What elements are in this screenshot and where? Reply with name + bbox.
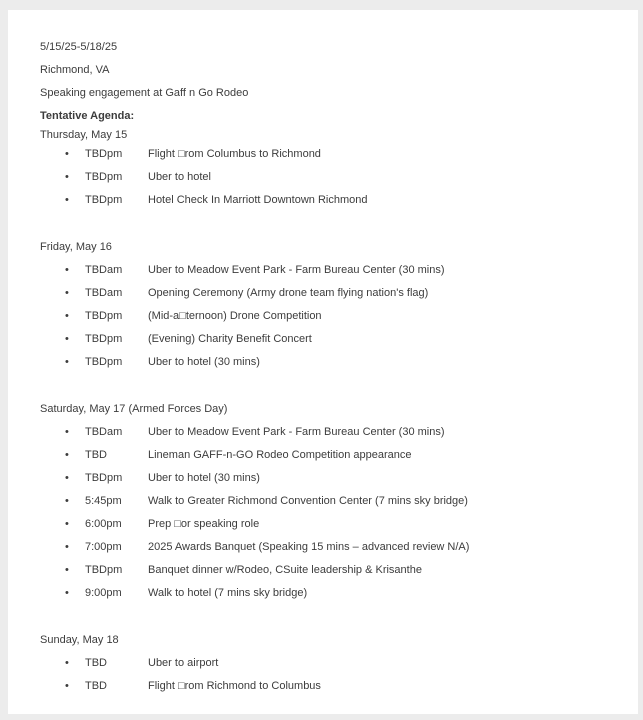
item-time: TBDam bbox=[85, 264, 123, 276]
day-header: Saturday, May 17 (Armed Forces Day) bbox=[40, 403, 228, 415]
item-description: Lineman GAFF-n-GO Rodeo Competition appearance bbox=[148, 449, 412, 461]
purpose-text: Speaking engagement at Gaff n Go Rodeo bbox=[40, 87, 249, 99]
item-time: TBD bbox=[85, 449, 107, 461]
bullet-dot: • bbox=[65, 449, 69, 461]
agenda-item bbox=[40, 328, 618, 351]
agenda-item bbox=[40, 189, 618, 212]
bullet-dot: • bbox=[65, 310, 69, 322]
item-description: 2025 Awards Banquet (Speaking 15 mins – advanced review N/A) bbox=[148, 541, 470, 553]
item-description: Uber to airport bbox=[148, 657, 219, 669]
day-section bbox=[40, 398, 618, 605]
bullet-dot: • bbox=[65, 587, 69, 599]
day-items bbox=[40, 652, 618, 698]
day-items bbox=[40, 259, 618, 374]
bullet-dot: • bbox=[65, 194, 69, 206]
date-range-text: 5/15/25-5/18/25 bbox=[40, 41, 118, 53]
bullet-dot: • bbox=[65, 426, 69, 438]
item-description: (Evening) Charity Benefit Concert bbox=[148, 333, 312, 345]
item-description: Hotel Check In Marriott Downtown Richmond bbox=[148, 194, 368, 206]
item-time: 7:00pm bbox=[85, 541, 122, 553]
agenda-item bbox=[40, 421, 618, 444]
agenda-item bbox=[40, 513, 618, 536]
day-header: Sunday, May 18 bbox=[40, 634, 119, 646]
item-description: Banquet dinner w/Rodeo, CSuite leadership & Krisanthe bbox=[148, 564, 422, 576]
item-description: Prep □or speaking role bbox=[148, 518, 260, 530]
item-time: TBDpm bbox=[85, 356, 123, 368]
item-time: 9:00pm bbox=[85, 587, 122, 599]
agenda-label: Tentative Agenda: bbox=[40, 110, 135, 122]
item-time: 6:00pm bbox=[85, 518, 122, 530]
agenda-item bbox=[40, 582, 618, 605]
bullet-dot: • bbox=[65, 680, 69, 692]
bullet-dot: • bbox=[65, 564, 69, 576]
location-text: Richmond, VA bbox=[40, 64, 110, 76]
day-section bbox=[40, 128, 618, 212]
item-description: Uber to hotel bbox=[148, 171, 211, 183]
item-description: Uber to Meadow Event Park - Farm Bureau Center (30 mins) bbox=[148, 426, 445, 438]
day-items bbox=[40, 421, 618, 605]
item-description: Opening Ceremony (Army drone team flying nation's flag) bbox=[148, 287, 429, 299]
agenda-item bbox=[40, 652, 618, 675]
item-description: Flight □rom Columbus to Richmond bbox=[148, 148, 321, 160]
bullet-dot: • bbox=[65, 495, 69, 507]
item-description: Uber to hotel (30 mins) bbox=[148, 472, 260, 484]
bullet-dot: • bbox=[65, 333, 69, 345]
agenda-item bbox=[40, 305, 618, 328]
item-description: Uber to Meadow Event Park - Farm Bureau Center (30 mins) bbox=[148, 264, 445, 276]
agenda-item bbox=[40, 282, 618, 305]
item-time: TBD bbox=[85, 680, 107, 692]
item-time: TBDpm bbox=[85, 194, 123, 206]
item-description: Walk to Greater Richmond Convention Center (7 mins sky bridge) bbox=[148, 495, 468, 507]
document-page bbox=[8, 10, 638, 714]
day-items bbox=[40, 143, 618, 212]
agenda-item bbox=[40, 166, 618, 189]
bullet-dot: • bbox=[65, 171, 69, 183]
item-time: TBDpm bbox=[85, 148, 123, 160]
bullet-dot: • bbox=[65, 518, 69, 530]
item-time: TBDpm bbox=[85, 171, 123, 183]
bullet-dot: • bbox=[65, 148, 69, 160]
agenda-item bbox=[40, 536, 618, 559]
agenda-item bbox=[40, 444, 618, 467]
item-time: TBDpm bbox=[85, 564, 123, 576]
agenda-item bbox=[40, 675, 618, 698]
bullet-dot: • bbox=[65, 287, 69, 299]
day-section bbox=[40, 629, 618, 698]
bullet-dot: • bbox=[65, 264, 69, 276]
agenda-item bbox=[40, 351, 618, 374]
day-header: Friday, May 16 bbox=[40, 241, 112, 253]
item-time: TBDam bbox=[85, 426, 123, 438]
item-description: Uber to hotel (30 mins) bbox=[148, 356, 260, 368]
item-time: TBDpm bbox=[85, 472, 123, 484]
bullet-dot: • bbox=[65, 657, 69, 669]
day-header: Thursday, May 15 bbox=[40, 129, 128, 141]
item-description: Walk to hotel (7 mins sky bridge) bbox=[148, 587, 308, 599]
item-time: TBDam bbox=[85, 287, 123, 299]
item-time: TBDpm bbox=[85, 333, 123, 345]
bullet-dot: • bbox=[65, 356, 69, 368]
agenda-item bbox=[40, 259, 618, 282]
item-time: 5:45pm bbox=[85, 495, 122, 507]
bullet-dot: • bbox=[65, 541, 69, 553]
item-description: Flight □rom Richmond to Columbus bbox=[148, 680, 321, 692]
agenda-item bbox=[40, 143, 618, 166]
item-time: TBDpm bbox=[85, 310, 123, 322]
day-section bbox=[40, 236, 618, 374]
item-time: TBD bbox=[85, 657, 107, 669]
agenda-item bbox=[40, 559, 618, 582]
agenda-days bbox=[40, 128, 618, 698]
bullet-dot: • bbox=[65, 472, 69, 484]
agenda-item bbox=[40, 467, 618, 490]
item-description: (Mid-a□ternoon) Drone Competition bbox=[148, 310, 322, 322]
agenda-item bbox=[40, 490, 618, 513]
